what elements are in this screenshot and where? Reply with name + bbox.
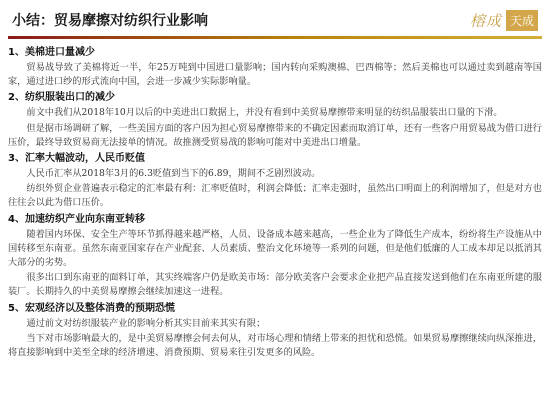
header: [0, 0, 550, 40]
section-title: 1、美棉进口量减少: [8, 47, 95, 58]
section-2: [8, 91, 542, 150]
paragraph: 人民币汇率从2018年3月的6.3贬值到当下的6.89，期间不乏剧烈波动。: [26, 168, 321, 180]
section-1: [8, 46, 542, 89]
logo-box: 天成: [506, 10, 538, 31]
section-4: [8, 213, 542, 300]
paragraph: 前文中我们从2018年10月以后的中美进出口数据上，并没有看到中美贸易摩擦带来明显的纺织品服装出口量的下滑。: [26, 107, 503, 119]
section-title: 3、汇率大幅波动，人民币贬值: [8, 153, 145, 165]
paragraph: 纺织外贸企业普遍表示稳定的汇率最有利：汇率贬值时，利润会降低；汇率走强时，虽然出口明面上的利润增加了，但是对方也往往会以此为借口压价。: [8, 183, 542, 209]
paragraph: 通过前文对纺织服装产业的影响分析其实目前来其实有限；: [26, 317, 266, 329]
section-5: [8, 302, 542, 361]
section-title: 4、加速纺织产业向东南亚转移: [8, 213, 145, 225]
paragraph: 很多出口到东南亚的面料订单，其实终端客户仍是欧美市场：部分欧美客户会要求企业把产品直接发送到他们在东南亚所建的服装厂。长期持久的中美贸易摩擦会继续加速这一进程。: [8, 272, 542, 298]
brand-logo: [470, 6, 538, 34]
paragraph: 随着国内环保、安全生产等环节抓得越来越严格，人员、设备成本越来越高，一些企业为了降低生产成本，纷纷将生产设施从中国转移至东南亚。虽然东南亚国家存在产业配套、人员素质、整治文化环境等一系列的问题，但是他们低廉的人工成本却足以抵消其大部分的劣势。: [8, 228, 542, 269]
section-3: [8, 152, 542, 211]
paragraph: 当下对市场影响最大的，是中美贸易摩擦会何去何从，对市场心理和情绪上带来的担忧和恐慌。如果贸易摩擦继续向纵深推进，将直接影响到中美至全球的经济增速、消费预期、贸易来往引发更多的风险。: [8, 332, 542, 359]
header-divider: [8, 36, 542, 39]
paragraph: 贸易战导致了美棉将近一半，年25万吨到中国进口量影响；国内转向采购澳棉、巴西棉等；然后美棉也可以通过卖到越南等国家，通过进口纱的形式流向中国，会进一步减少实际影响量。: [8, 62, 542, 88]
section-title: 5、宏观经济以及整体消费的预期恐慌: [8, 302, 175, 314]
summary-body: [8, 44, 542, 361]
paragraph: 但是据市场调研了解，一些美国方面的客户因为担心贸易摩擦带来的不确定因素而取消订单，还有一些客户用贸易战为借口进行压价，最终导致贸易商无法接单的情况。故推测受贸易战的影响可能对中美进出口增量。: [8, 122, 542, 148]
section-title: 2、纺织服装出口的减少: [8, 92, 115, 104]
logo-script: 榕成: [469, 11, 502, 30]
page-title: 小结：贸易摩擦对纺织行业影响: [12, 13, 208, 29]
